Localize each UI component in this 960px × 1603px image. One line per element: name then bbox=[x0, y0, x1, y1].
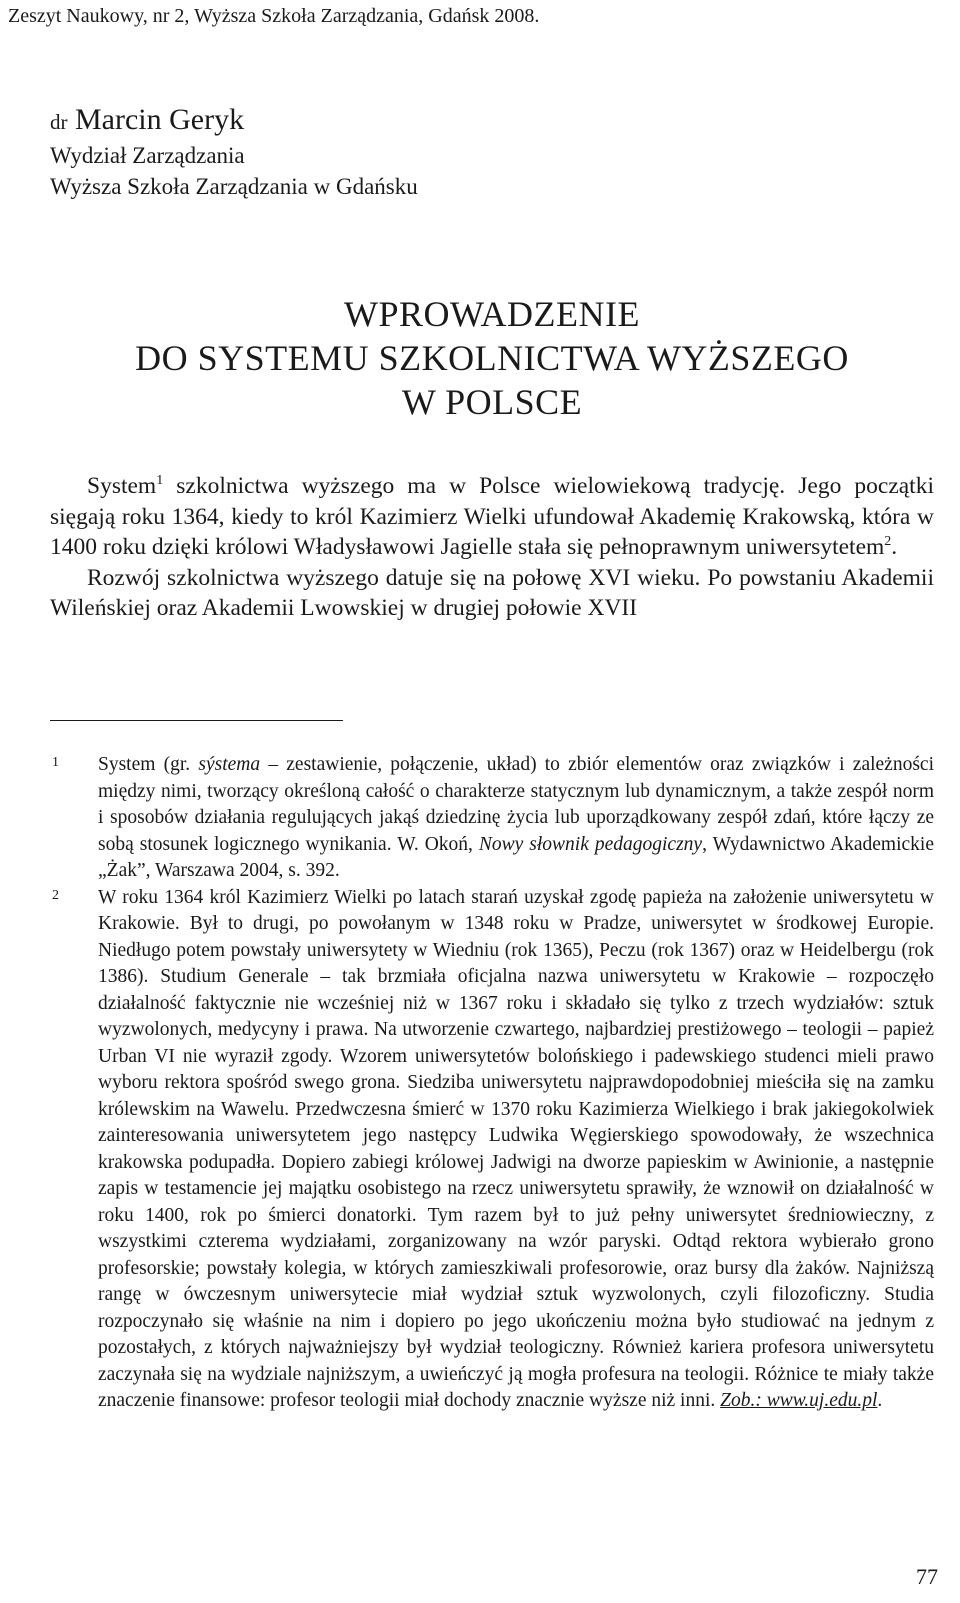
footnote-1-text-a: System (gr. bbox=[98, 754, 199, 775]
footnote-2-end: . bbox=[877, 1390, 883, 1411]
footnote-number-2: 2 bbox=[52, 887, 59, 903]
journal-header: Zeszyt Naukowy, nr 2, Wyższa Szkoła Zarządzania, Gdańsk 2008. bbox=[8, 5, 540, 27]
article-title bbox=[50, 292, 934, 424]
page-number: 77 bbox=[916, 1564, 938, 1589]
footnote-2 bbox=[50, 885, 934, 1415]
title-line-1: WPROWADZENIE bbox=[344, 294, 640, 334]
footnote-1 bbox=[50, 752, 934, 885]
body-paragraph-1 bbox=[50, 471, 934, 563]
footnote-2-link[interactable]: Zob.: www.uj.edu.pl bbox=[720, 1390, 878, 1411]
footnote-1-italic-term: sýstema bbox=[198, 754, 261, 775]
body-paragraph-2: Rozwój szkolnictwa wyższego datuje się na połowę XVI wieku. Po powstaniu Akademii Wileńskiej oraz Akademii Lwowskiej w drugiej połowie XVII bbox=[50, 564, 934, 622]
title-line-3: W POLSCE bbox=[401, 382, 583, 422]
footnote-ref-1[interactable]: 1 bbox=[156, 473, 164, 488]
body-p1-end: . bbox=[891, 534, 898, 561]
author-institution: Wyższa Szkoła Zarządzania w Gdańsku bbox=[50, 174, 418, 199]
body-p1-start: System bbox=[87, 473, 157, 499]
title-line-2: DO SYSTEMU SZKOLNICTWA WYŻSZEGO bbox=[135, 338, 849, 378]
footnote-1-text-c: , Wydawnictwo Akademickie „Żak”, Warszawa 2004, s. 392. bbox=[98, 833, 934, 881]
author-block bbox=[50, 102, 850, 202]
footnote-number-1: 1 bbox=[52, 755, 59, 770]
footnotes bbox=[50, 752, 934, 1415]
footnote-separator bbox=[50, 720, 343, 721]
author-name-line bbox=[50, 102, 850, 140]
author-department: Wydział Zarządzania bbox=[50, 143, 245, 168]
body-text bbox=[50, 471, 934, 624]
body-p1-middle: szkolnictwa wyższego ma w Polsce wielowiekową tradycję. Jego początki sięgają roku 1364, kiedy to król Kazimierz Wielki ufundował Akademię Krakowską, która w 1400 roku dzięki królowi Władysławowi Jagielle stała się pełnoprawnym uniwersytetem bbox=[50, 473, 934, 561]
author-name: Marcin Geryk bbox=[75, 103, 245, 136]
footnote-1-text-b: – zestawienie, połączenie, układ) to zbiór elementów oraz związków i zależności między nimi, tworzący określoną całość o charakterze statycznym lub dynamicznym, a także zespół norm i sposobów działania regulujących jakąś dziedzinę życia lub uporządkowany zespół zdań, które łączy ze sobą stosunek logicznego wynikania. W. Okoń, bbox=[98, 754, 934, 855]
footnote-2-text: W roku 1364 król Kazimierz Wielki po latach starań uzyskał zgodę papieża na założenie uniwersytetu w Krakowie. Był to drugi, po powołanym w 1348 roku w Pradze, uniwersytet w środkowej Europie. Niedługo potem powstały uniwersytety w Wiedniu (rok 1365), Peczu (rok 1367) oraz w Heidelbergu (rok 1386). Studium Generale – tak brzmiała oficjalna nazwa uniwersytetu w Krakowie – rozpoczęło działalność faktycznie nie wcześniej niż w 1367 roku i składało się tylko z trzech wydziałów: sztuk wyzwolonych, medycyny i prawa. Na utworzenie czwartego, najbardziej prestiżowego – teologii – papież Urban VI nie wyraził zgody. Wzorem uniwersytetów bolońskiego i padewskiego studenci mieli prawo wyboru rektora spośród swego grona. Siedziba uniwersytetu najprawdopodobniej mieściła się na zamku królewskim na Wawelu. Przedwczesna śmierć w 1370 roku Kazimierza Wielkiego i brak jakiegokolwiek zainteresowania uniwersytetem jego następcy Ludwika Węgierskiego spowodowały, że wszechnica krakowska podupadła. Dopiero zabiegi królowej Jadwigi na dworze papieskim w Awinionie, a następnie zapis w testamencie jej majątku osobistego na rzecz uniwersytetu sprawiły, że wznowił on działalność w roku 1400, rok po śmierci donatorki. Tym razem był to już pełny uniwersytet średniowieczny, z wszystkimi czterema wydziałami, zorganizowany na wzór paryski. Odtąd rektora wybierało grono profesorskie; powstały kolegia, w których zamieszkiwali profesorowie, oraz bursy dla żaków. Najniższą rangę w ówczesnym uniwersytecie miał wydział sztuk wyzwolonych, czyli filozoficzny. Studia rozpoczynało się właśnie na nim i dopiero po jego ukończeniu można było studiować na jednym z pozostałych, z których najważniejszy był wydział teologiczny. Również kariera profesora uniwersytetu zaczynała się na wydziale najniższym, a uwieńczyć ją mogła profesura na teologii. Różnice te miały także znaczenie finansowe: profesor teologii miał dochody znacznie wyższe niż inni. bbox=[98, 886, 934, 1411]
author-prefix: dr bbox=[50, 110, 68, 134]
footnote-ref-2[interactable]: 2 bbox=[884, 534, 892, 550]
footnote-1-book-title: Nowy słownik pedagogiczny bbox=[478, 833, 703, 855]
